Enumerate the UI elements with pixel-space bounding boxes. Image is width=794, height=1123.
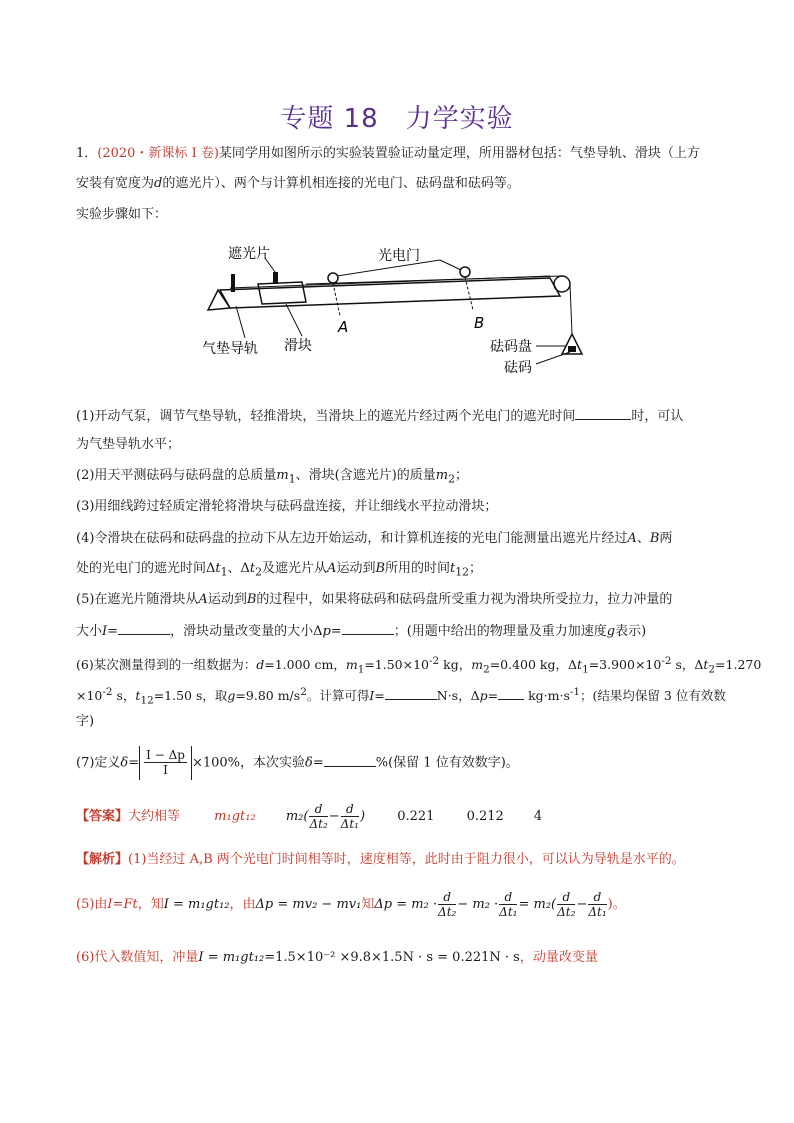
text: 的遮光片）、两个与计算机相连接的光电门、砝码盘和砝码等。	[162, 176, 520, 191]
var-I: I	[102, 624, 108, 639]
denominator: Δt₁	[499, 905, 518, 919]
step-2	[76, 466, 726, 490]
var-t: t	[703, 657, 709, 673]
text: s，Δ	[671, 657, 704, 673]
analysis-line-5	[76, 888, 726, 922]
sub: 1	[288, 472, 296, 486]
step-6-cont	[76, 682, 726, 711]
text: ；(结果均保留 3 位有效数	[580, 688, 726, 704]
question-1-intro-2	[76, 174, 726, 194]
analysis-line-6	[76, 948, 726, 968]
text: %(保留 1 位有效数字)。	[375, 755, 519, 771]
var-p: p	[322, 624, 331, 639]
answer-blank-1[interactable]	[575, 405, 631, 420]
text: ，知	[137, 897, 164, 912]
step-3: (3)用细线跨过轻质定滑轮将滑块与砝码盘连接，并让细线水平拉动滑块；	[76, 499, 498, 514]
fraction	[499, 890, 517, 919]
text: 知	[361, 897, 375, 912]
text: (4)令滑块在砝码和砝码盘的拉动下从左边开始运动，和计算机连接的光电门能测量出遮光片经过	[76, 531, 628, 546]
answer-blank-impulse-value[interactable]	[385, 685, 437, 700]
numerator: d	[309, 802, 327, 817]
text: 、	[636, 531, 650, 546]
fraction	[588, 890, 606, 919]
text: Δp = m₂ ·	[374, 897, 438, 912]
shade-piece	[273, 272, 278, 284]
math: Δp = m₂ · $\frac{d}{\text{Δt₂}}$ − m₂ · $\frac{d}{\text{Δt₁}}$ = m₂( $\frac{d}{\text{Δt₂}}$ − $\frac{d}{\text{Δt₁}}$	[374, 890, 607, 919]
var-A: A	[627, 531, 637, 546]
abs-fraction	[139, 746, 192, 780]
text: 及遮光片从	[262, 561, 328, 576]
var-t: t	[577, 657, 583, 673]
fraction	[309, 802, 327, 831]
text: 处的光电门的遮光时间Δ	[76, 561, 216, 576]
text: = m₂(	[518, 897, 557, 912]
label-B: B	[474, 314, 485, 332]
answer-5: 0.212	[466, 809, 504, 824]
numerator: d	[341, 802, 359, 817]
sub: 12	[455, 565, 470, 579]
text: 两	[659, 531, 673, 546]
sup: -2	[102, 686, 113, 698]
text: s，	[112, 688, 136, 704]
sup: -2	[661, 655, 672, 667]
text: (2)用天平测砝码与砝码盘的总质量	[76, 468, 277, 483]
question-source: (2020・新课标 I 卷)	[97, 146, 219, 161]
question-number: 1．	[76, 146, 98, 161]
numerator: d	[588, 890, 606, 905]
text: =1.270	[715, 657, 762, 673]
fraction	[144, 748, 187, 777]
sub: 1	[582, 663, 589, 676]
text: =1.50 s，取	[153, 688, 228, 704]
math: I = m₁gt₁₂	[198, 950, 265, 965]
answer-4: 0.221	[397, 809, 435, 824]
var-g: g	[227, 688, 236, 704]
var-d: d	[256, 657, 265, 673]
text: (5)在遮光片随滑块从	[76, 592, 199, 607]
sub: 1	[357, 663, 365, 676]
label-weight: 砝码	[504, 360, 532, 376]
steps-header: 实验步骤如下：	[76, 207, 168, 222]
var-delta: δ	[120, 755, 129, 771]
label-gate: 光电门	[378, 248, 420, 264]
text: kg·m·s	[528, 688, 570, 704]
label-shade: 遮光片	[228, 246, 270, 262]
denominator: I	[163, 763, 168, 777]
fraction	[438, 890, 456, 919]
numerator: d	[557, 890, 575, 905]
answer-blank-momentum-value[interactable]	[498, 685, 524, 700]
track-end-left	[208, 290, 230, 310]
answer-blank-delta[interactable]	[324, 752, 376, 767]
answer-3: m₂( $\frac{d}{\text{Δt₂}}$ − $\frac{d}{\text{Δt₁}}$ )	[285, 802, 366, 831]
var-t: t	[135, 688, 141, 704]
math: =1.5×10⁻² ×9.8×1.5N · s = 0.221N · s	[264, 950, 520, 965]
answer-6: 4	[533, 809, 543, 824]
leader-weight	[536, 352, 570, 364]
text: =	[330, 624, 342, 639]
var-d: d	[154, 176, 163, 191]
text: I=Ft	[107, 897, 138, 912]
denominator: Δt₁	[588, 905, 607, 919]
text: =	[487, 688, 499, 704]
answer-blank-impulse[interactable]	[118, 620, 170, 635]
question-1-intro	[76, 144, 726, 164]
label-A: A	[338, 318, 349, 336]
step-4-cont	[76, 559, 726, 583]
answer-line	[76, 800, 726, 834]
denominator: Δt₁	[340, 817, 359, 831]
var-g: g	[606, 624, 616, 639]
gate-b-icon	[460, 267, 470, 277]
text: ；	[469, 561, 483, 576]
gate-a-line	[333, 283, 340, 316]
var-B: B	[375, 561, 386, 576]
sub: 2	[708, 663, 716, 676]
text: 、滑块(含遮光片)的质量	[295, 468, 436, 483]
var-B: B	[246, 592, 257, 607]
var-A: A	[198, 592, 208, 607]
hanging-string	[570, 284, 572, 334]
leader-track	[236, 306, 245, 338]
text: 。计算可得	[306, 688, 370, 704]
var-t: t	[249, 561, 256, 576]
text: 运动到	[207, 592, 247, 607]
var-delta: δ	[305, 755, 313, 771]
text: =1.50×10	[364, 657, 429, 673]
sup: -1	[569, 686, 581, 698]
text: (7)定义	[76, 755, 121, 771]
sup: 2	[300, 686, 307, 698]
text: (1)当经过 A,B 两个光电门时间相等时，速度相等，此时由于阻力很小，可以认为导轨是水平的。	[128, 852, 685, 867]
label-pan: 砝码盘	[490, 339, 532, 355]
denominator: Δt₂	[557, 905, 576, 919]
text: )。	[607, 897, 626, 912]
text: 大小	[76, 624, 103, 639]
left-post	[231, 274, 235, 292]
text: ，滑块动量改变量的大小Δ	[170, 624, 323, 639]
text: ×10	[76, 688, 103, 704]
denominator: Δt₂	[438, 905, 457, 919]
text: kg，	[439, 657, 472, 673]
var-m: m	[276, 468, 289, 483]
sub: 1	[220, 565, 228, 579]
text: m₂(	[285, 809, 309, 824]
sub: 2	[448, 472, 456, 486]
text: ；(用题中给出的物理量及重力加速度	[393, 624, 607, 639]
denominator: Δt₂	[309, 817, 328, 831]
answer-1: 大约相等	[128, 809, 181, 824]
numerator: d	[499, 890, 517, 905]
text: (5)由	[76, 897, 108, 912]
text: (6)某次测量得到的一组数据为：	[76, 657, 257, 673]
text: ，动量改变量	[519, 950, 598, 965]
text: 时，可认	[631, 409, 684, 424]
gate-b-line	[465, 277, 473, 310]
step-5	[76, 590, 726, 610]
step-5-cont	[76, 620, 726, 642]
math: I = m₁gt₁₂	[163, 897, 230, 912]
numerator: d	[438, 890, 456, 905]
text: 运动到	[336, 561, 376, 576]
fraction	[341, 802, 359, 831]
label-slider: 滑块	[284, 338, 312, 354]
numerator: I − Δp	[146, 748, 185, 762]
gate-a-icon	[328, 273, 338, 283]
var-m: m	[345, 657, 358, 673]
step-4	[76, 529, 726, 549]
text: )	[359, 809, 366, 824]
math: Δp = mv₂ − mv₁	[255, 897, 362, 912]
text: (6)代入数值知，冲量	[76, 950, 199, 965]
page-title: 专题 18 力学实验	[280, 104, 514, 134]
step-6	[76, 651, 762, 680]
answer-blank-momentum[interactable]	[342, 620, 394, 635]
text: =	[374, 688, 385, 704]
text: =0.400 kg，Δ	[489, 657, 578, 673]
question-text: 某同学用如图所示的实验装置验证动量定理，所用器材包括：气垫导轨、滑块（上方	[218, 146, 700, 161]
analysis-line-1	[76, 850, 726, 870]
text: ；	[455, 468, 469, 483]
text: 的过程中，如果将砝码和砝码盘所受重力视为滑块所受拉力，拉力冲量的	[256, 592, 673, 607]
text: =3.900×10	[588, 657, 662, 673]
text: =9.80 m/s	[235, 688, 301, 704]
leader-slider	[286, 304, 302, 336]
sub: 2	[483, 663, 490, 676]
answer-2: m₁gt₁₂	[214, 809, 256, 824]
var-p: p	[479, 688, 488, 704]
text: 安装有宽度为	[76, 176, 155, 191]
text: =1.000 cm，	[264, 657, 346, 673]
var-A: A	[327, 561, 337, 576]
var-m: m	[471, 657, 484, 673]
text: 、Δ	[227, 561, 250, 576]
sub: 2	[255, 565, 263, 579]
step-1-cont: 为气垫导轨水平；	[76, 437, 181, 452]
answer-tag: 【答案】	[76, 809, 129, 824]
pulley-icon	[554, 276, 570, 292]
text: − m₂ ·	[457, 897, 499, 912]
var-t: t	[215, 561, 221, 576]
step-1	[76, 405, 726, 427]
text: 所用的时间	[385, 561, 451, 576]
step-7: (7)定义δ= $\frac{I - \Delta p}{I}$ ×100%，本次实验δ= %(保留 1 位有效数字)。	[76, 746, 726, 781]
experiment-figure	[190, 238, 610, 378]
var-I: I	[369, 688, 375, 704]
label-track: 气垫导轨	[202, 341, 258, 357]
var-B: B	[649, 531, 660, 546]
weights	[568, 346, 576, 352]
text: 表示)	[615, 624, 647, 639]
text: =	[107, 624, 119, 639]
text: ×100%，本次实验	[191, 755, 305, 771]
sup: -2	[429, 655, 440, 667]
analysis-tag: 【解析】	[76, 852, 129, 867]
fraction	[557, 890, 575, 919]
text: (1)开动气泵，调节气垫导轨，轻推滑块，当滑块上的遮光片经过两个光电门的遮光时间	[76, 409, 576, 424]
text: ，由	[229, 897, 256, 912]
step-6-end: 字)	[76, 714, 95, 729]
sub: 12	[140, 694, 154, 707]
var-t: t	[450, 561, 456, 576]
var-m: m	[435, 468, 449, 483]
leader-gate-b	[440, 260, 461, 270]
text: N·s，Δ	[436, 688, 480, 704]
